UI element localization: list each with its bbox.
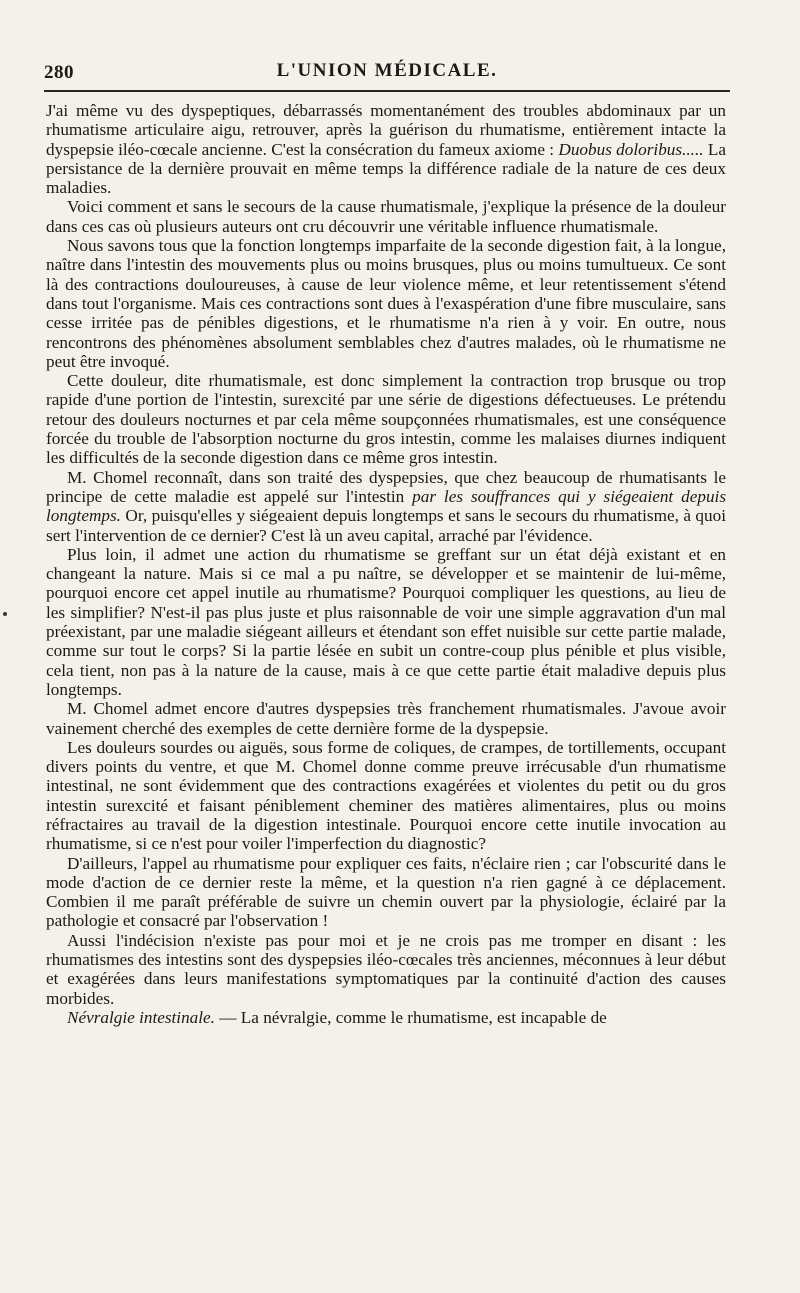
- page-header: [44, 58, 730, 88]
- paragraph-text: La persistance de la dernière prouvait en même temps la différence radiale de la nature de ces deux maladies.: [46, 139, 727, 198]
- paragraph: Cette douleur, dite rhumatismale, est donc simplement la contraction trop brusque ou trop rapide d'une portion de l'intestin, surexcité par une série de digestions défectueuses. Le prétendu retour des douleurs nocturnes et par cela même soupçonnées rhumatismales, est une conséquence forcée du trouble de l'absorption nocturne du gros intestin, comme les malaises diurnes indiquent les difficultés de la seconde digestion dans ce même gros intestin.: [46, 371, 726, 468]
- paragraph: Les douleurs sourdes ou aiguës, sous forme de coliques, de crampes, de tortillements, occupant divers points du ventre, et que M. Chomel donne comme preuve irrécusable d'un rhumatisme intestinal, ne sont évidemment que des contractions exagérées et violentes du petit ou du gros intestin surexcité et faisant péniblement cheminer des matières alimentaires, plus ou moins réfractaires au travail de la digestion intestinale. Pourquoi encore cette inutile invocation au rhumatisme, si ce n'est pour voiler l'imperfection du diagnostic?: [46, 737, 726, 854]
- paragraph: [46, 101, 726, 197]
- paragraph: Voici comment et sans le secours de la cause rhumatismale, j'explique la présence de la douleur dans ces cas où plusieurs auteurs ont cru découvrir une véritable influence rhumatismale.: [46, 197, 726, 236]
- margin-mark: [3, 612, 7, 616]
- italic-phrase: par les souffrances qui y siégeaient depuis longtemps.: [46, 486, 727, 526]
- paragraph: M. Chomel admet encore d'autres dyspepsies très franchement rhumatismales. J'avoue avoir vainement cherché des exemples de cette dernière forme de la dyspepsie.: [46, 699, 726, 738]
- header-rule: [44, 90, 730, 92]
- article-body: [46, 101, 726, 1027]
- paragraph: [46, 1008, 726, 1027]
- paragraph: D'ailleurs, l'appel au rhumatisme pour expliquer ces faits, n'éclaire rien ; car l'obscurité dans le mode d'action de ce dernier reste la même, et la question n'a rien gagné à ce déplacement. Combien il me paraît préférable de suivre un chemin ouvert par la physiologie, éclairé par la pathologie et consacré par l'observation !: [46, 853, 726, 931]
- page-number: 280: [44, 62, 74, 83]
- paragraph-text: Or, puisqu'elles y siégeaient depuis longtemps et sans le secours du rhumatisme, à quoi sert l'intervention de ce dernier? C'est là un aveu capital, arraché par l'évidence.: [46, 506, 726, 545]
- italic-phrase: Duobus doloribus.....: [558, 139, 704, 159]
- paragraph: [46, 468, 726, 545]
- paragraph: Aussi l'indécision n'existe pas pour moi et je ne crois pas me tromper en disant : les rhumatismes des intestins sont des dyspepsies iléo-cœcales très anciennes, méconnues à leur début et exagérées dans leurs manifestations symptomatiques par la continuité d'action des causes morbides.: [46, 930, 726, 1008]
- paragraph-text: J'ai même vu des dyspeptiques, débarrassés momentanément des troubles abdominaux par un rhumatisme articulaire aigu, retrouver, après la guérison du rhumatisme, entièrement intacte la dyspepsie iléo-cœcale ancienne. C'est la consécration du fameux axiome :: [46, 101, 726, 159]
- paragraph: Nous savons tous que la fonction longtemps imparfaite de la seconde digestion fait, à la longue, naître dans l'intestin des mouvements plus ou moins brusques, plus ou moins tumultueux. Ce sont là des contractions douloureuses, à cause de leur violence même, et leur retentissement s'étend dans tout l'organisme. Mais ces contractions sont dues à l'exaspération d'une fibre musculaire, sans cesse irritée pas de pénibles digestions, et le rhumatisme n'a rien à y voir. En outre, nous rencontrons des phénomènes absolument semblables chez d'autres malades, où le rhumatisme ne peut être invoqué.: [46, 236, 726, 371]
- paragraph-text: — La névralgie, comme le rhumatisme, est incapable de: [214, 1007, 607, 1027]
- section-runin-heading: Névralgie intestinale.: [67, 1007, 215, 1027]
- paragraph-text: M. Chomel reconnaît, dans son traité des dyspepsies, que chez beaucoup de rhumatisants le principe de cette maladie est appelé sur l'intestin: [46, 467, 726, 506]
- paragraph: Plus loin, il admet une action du rhumatisme se greffant sur un état déjà existant et en changeant la nature. Mais si ce mal a pu naître, se développer et se maintenir de lui-même, pourquoi encore cet appel inutile au rhumatisme? Pourquoi compliquer les questions, au lieu de les simplifier? N'est-il pas plus juste et plus raisonnable de voir une simple aggravation d'un mal préexistant, par une maladie siégeant ailleurs et étendant son effet nuisible sur cette partie malade, comme sur tout le corps? Si la partie lésée en subit un contre-coup plus pénible et plus visible, cela tient, non pas à la nature de la cause, mais à ce que cette partie était maladive depuis plus longtemps.: [46, 544, 726, 699]
- running-title: L'UNION MÉDICALE.: [276, 60, 498, 81]
